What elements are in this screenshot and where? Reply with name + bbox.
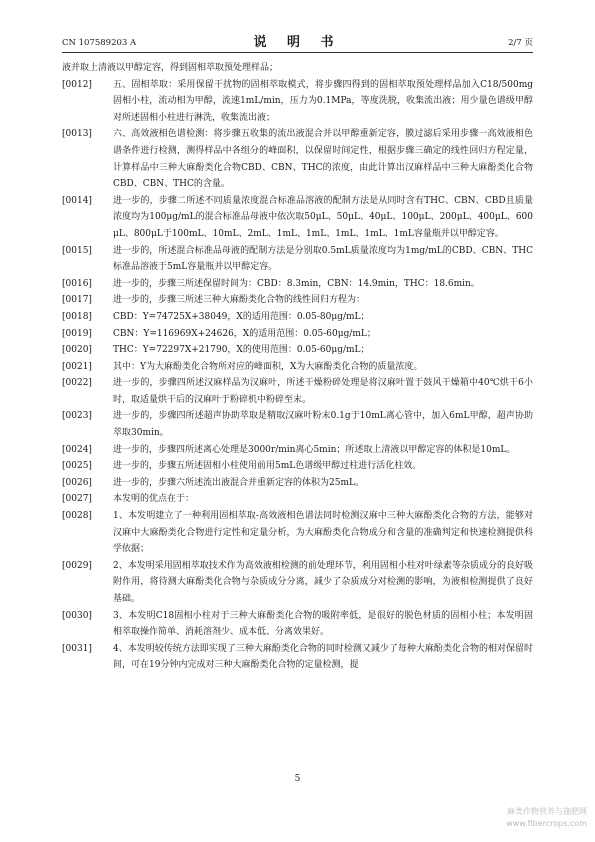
paragraph (62, 458, 533, 475)
paragraph (62, 608, 533, 641)
paragraph-number: [0020] (62, 345, 92, 356)
paragraph (62, 326, 533, 343)
paragraph-number: [0018] (62, 311, 92, 322)
paragraph-text: 3、本发明C18固相小柱对于三种大麻酚类化合物的吸附率低，是很好的脱色材质的固相小柱；本发明固相萃取操作简单、消耗溶剂少、成本低、分离效果好。 (113, 610, 533, 638)
paragraph-number: [0016] (62, 278, 92, 289)
paragraph-text: 本发明的优点在于： (113, 494, 195, 505)
paragraph-number: [0017] (62, 295, 92, 306)
paragraph-text: CBN：Y=116969X+24626，X的适用范围：0.05-60μg/mL； (113, 328, 376, 339)
paragraph-number: [0015] (62, 245, 92, 256)
paragraph-number: [0019] (62, 328, 92, 339)
paragraph (62, 442, 533, 459)
page-header (62, 30, 533, 53)
doc-title: 说 明 书 (253, 35, 342, 50)
paragraph (62, 126, 533, 192)
paragraph-text: 进一步的，步骤三所述三种大麻酚类化合物的线性回归方程为： (113, 295, 366, 306)
paragraph-text: 五、固相萃取：采用保留干扰物的固相萃取模式，将步骤四得到的固相萃取预处理样品加入C18/500mg固相小柱，流动相为甲醇，流速1mL/min，压力为0.1MPa，等度洗脱，收集流出液；用少量色谱级甲醇对所述固相小柱进行淋洗，收集流出液； (113, 79, 533, 123)
paragraph-text: 进一步的，步骤四所述离心处理是3000r/min离心5min；所述取上清液以甲醇定容的体积是10mL。 (113, 444, 516, 455)
paragraph (62, 408, 533, 441)
paragraph-text: 进一步的，步骤二所述不同质量浓度混合标准品溶液的配制方法是从同时含有THC、CBN、CBD且质量浓度均为100μg/mL的混合标准品母液中依次取50μL、50μL、40μL、100μL、200μL、400μL、600μL、800μL于100mL、10mL、2mL、1mL、1mL、1mL、1mL、1mL容量瓶并以甲醇定容。 (113, 195, 533, 239)
paragraph-number: [0028] (62, 511, 92, 522)
paragraph-number: [0023] (62, 411, 92, 422)
paragraph-text: 2、本发明采用固相萃取技术作为高效液相检测的前处理环节，利用固相小柱对叶绿素等杂质成分的良好吸附作用，将待测大麻酚类化合物与杂质成分分离，减少了杂质成分对检测的影响，为液相检测提供了良好基础。 (113, 560, 533, 604)
paragraph-number: [0026] (62, 477, 92, 488)
paragraph-text: 4、本发明较传统方法即实现了三种大麻酚类化合物的同时检测又减少了每种大麻酚类化合物的相对保留时间，可在19分钟内完成对三种大麻酚类化合物的定量检测，提 (113, 643, 533, 671)
paragraph-number: [0021] (62, 361, 92, 372)
paragraph-number: [0022] (62, 378, 92, 389)
paragraph-number: [0013] (62, 129, 92, 140)
paragraph (62, 475, 533, 492)
paragraph-number: [0030] (62, 610, 92, 621)
paragraph (62, 193, 533, 243)
paragraph (62, 641, 533, 674)
page-number: 5 (294, 774, 301, 784)
paragraph (62, 558, 533, 608)
page-indicator: 2/7 页 (508, 38, 533, 48)
doc-id: CN 107589203 A (62, 38, 137, 48)
paragraph (62, 491, 533, 508)
paragraph-text: 六、高效液相色谱检测：将步骤五收集的流出液混合并以甲醇重新定容，膜过滤后采用步骤一高效液相色谱条件进行检测，测得样品中各组分的峰面积，以保留时间定性，根据步骤三确定的线性回归方程定量，计算样品中三种大麻酚类化合物CBD、CBN、THC的浓度，由此计算出汉麻样品中三种大麻酚类化合物CBD、CBN、THC的含量。 (113, 129, 533, 190)
paragraph (62, 508, 533, 558)
paragraph-text: 进一步的，步骤五所述固相小柱使用前用5mL色谱级甲醇过柱进行活化柱效。 (113, 461, 422, 472)
paragraph-number: [0027] (62, 494, 92, 505)
watermark-url: www.fibercrops.com (506, 819, 587, 828)
paragraph-number: [0014] (62, 195, 92, 206)
paragraph-text: 进一步的，所述混合标准品母液的配制方法是分别取0.5mL质量浓度均为1mg/mL的CBD、CBN、THC标准品溶液于5mL容量瓶并以甲醇定容。 (113, 245, 533, 273)
paragraph-text: THC：Y=72297X+21790，X的使用范围：0.05-60μg/mL； (113, 345, 370, 356)
paragraph (62, 359, 533, 376)
paragraph-number: [0029] (62, 560, 92, 571)
watermark (506, 806, 587, 830)
paragraph-number: [0012] (62, 79, 92, 90)
paragraph-text: CBD：Y=74725X+38049，X的适用范围：0.05-80μg/mL； (113, 311, 370, 322)
paragraph-number: [0024] (62, 444, 92, 455)
paragraph-text: 进一步的，步骤四所述汉麻样品为汉麻叶，所述干燥粉碎处理是将汉麻叶置于鼓风干燥箱中40℃烘干6小时，取适量烘干后的汉麻叶于粉碎机中粉碎至末。 (113, 378, 533, 405)
paragraph-number: [0031] (62, 643, 92, 654)
paragraph (62, 77, 533, 127)
paragraph (62, 309, 533, 326)
paragraph-text: 其中：Y为大麻酚类化合物所对应的峰面积，X为大麻酚类化合物的质量浓度。 (113, 361, 423, 372)
paragraph-text: 1、本发明建立了一种利用固相萃取-高效液相色谱法同时检测汉麻中三种大麻酚类化合物的方法，能够对汉麻中大麻酚类化合物进行定性和定量分析，为大麻酚类化合物成分和含量的准确判定和快速检测提供科学依据； (113, 511, 533, 555)
paragraph-text: 进一步的，步骤六所述流出液混合并重新定容的体积为25mL。 (113, 477, 364, 488)
paragraph (62, 243, 533, 276)
paragraph-text: 进一步的，步骤三所述保留时间为：CBD：8.3min，CBN：14.9min，THC：18.6min。 (113, 278, 480, 289)
paragraph (62, 292, 533, 309)
paragraph-list (62, 77, 533, 674)
paragraph (62, 276, 533, 293)
watermark-name: 麻类作物营养与施肥网 (507, 807, 587, 816)
paragraph (62, 375, 533, 408)
lead-text: 液并取上清液以甲醇定容，得到固相萃取预处理样品； (62, 63, 279, 73)
paragraph-number: [0025] (62, 461, 92, 472)
body-text (62, 60, 533, 674)
paragraph-text: 进一步的，步骤四所述超声协助萃取是精取汉麻叶粉末0.1g于10mL离心管中，加入6mL甲醇，超声协助萃取30min。 (113, 411, 533, 439)
paragraph (62, 342, 533, 359)
